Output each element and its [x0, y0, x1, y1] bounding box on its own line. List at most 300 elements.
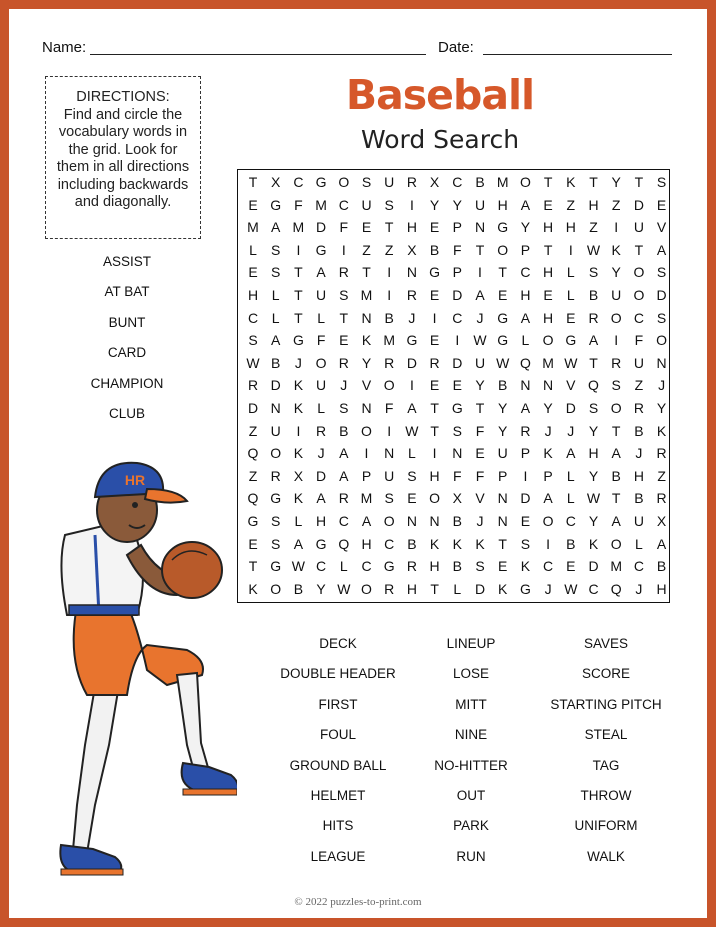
grid-cell[interactable]: W [586, 490, 601, 507]
grid-cell[interactable]: B [566, 535, 576, 552]
grid-cell[interactable]: Q [247, 445, 259, 462]
grid-cell[interactable]: A [316, 490, 326, 507]
grid-cell[interactable]: S [520, 535, 531, 552]
grid-cell[interactable]: G [315, 241, 327, 258]
grid-cell[interactable]: O [338, 174, 350, 190]
grid-cell[interactable]: J [476, 513, 484, 529]
grid-cell[interactable]: M [383, 332, 396, 349]
grid-cell[interactable]: K [293, 400, 304, 416]
grid-cell[interactable]: U [384, 467, 395, 484]
grid-cell[interactable]: T [634, 174, 644, 190]
grid-cell[interactable]: J [658, 377, 666, 394]
grid-cell[interactable]: L [271, 287, 280, 303]
grid-cell[interactable]: T [430, 580, 439, 597]
grid-cell[interactable]: G [315, 535, 327, 552]
grid-cell[interactable]: B [498, 377, 508, 394]
grid-cell[interactable]: C [452, 309, 463, 326]
grid-cell[interactable]: J [340, 377, 348, 394]
grid-cell[interactable]: A [520, 400, 531, 416]
grid-cell[interactable]: N [361, 309, 372, 326]
grid-cell[interactable]: N [543, 377, 554, 394]
grid-cell[interactable]: K [566, 174, 576, 190]
grid-cell[interactable]: A [316, 264, 326, 281]
grid-cell[interactable]: U [384, 174, 395, 190]
grid-cell[interactable]: S [248, 332, 258, 349]
grid-cell[interactable]: K [656, 422, 667, 439]
grid-cell[interactable]: Z [634, 377, 644, 394]
grid-cell[interactable]: C [588, 580, 599, 597]
grid-cell[interactable]: A [407, 400, 417, 416]
grid-cell[interactable]: T [248, 174, 258, 190]
grid-cell[interactable]: K [248, 580, 258, 597]
grid-cell[interactable]: K [475, 535, 485, 552]
grid-cell[interactable]: M [542, 354, 554, 371]
grid-cell[interactable]: I [432, 445, 437, 462]
grid-cell[interactable]: K [429, 535, 440, 552]
grid-cell[interactable]: F [316, 332, 326, 349]
grid-cell[interactable]: S [271, 535, 281, 552]
grid-cell[interactable]: Z [589, 219, 598, 236]
grid-cell[interactable]: Q [610, 580, 622, 597]
grid-cell[interactable]: O [383, 513, 395, 529]
grid-cell[interactable]: G [497, 332, 509, 349]
grid-cell[interactable]: M [496, 174, 509, 190]
grid-cell[interactable]: P [543, 467, 553, 484]
grid-cell[interactable]: R [406, 558, 417, 575]
grid-cell[interactable]: A [566, 445, 576, 462]
grid-cell[interactable]: N [497, 490, 508, 507]
grid-cell[interactable]: G [270, 196, 282, 213]
grid-cell[interactable]: S [384, 490, 394, 507]
grid-cell[interactable]: J [544, 580, 552, 597]
grid-cell[interactable]: W [564, 580, 578, 597]
grid-cell[interactable]: R [406, 174, 417, 190]
grid-cell[interactable]: D [520, 490, 531, 507]
grid-cell[interactable]: O [361, 580, 372, 597]
grid-cell[interactable]: M [315, 196, 327, 213]
grid-cell[interactable]: O [383, 377, 395, 394]
grid-cell[interactable]: R [588, 309, 599, 326]
grid-cell[interactable]: B [588, 287, 599, 303]
grid-cell[interactable]: O [633, 287, 645, 303]
grid-cell[interactable]: A [611, 445, 621, 462]
grid-cell[interactable]: G [451, 400, 463, 416]
grid-cell[interactable]: A [293, 535, 304, 552]
grid-cell[interactable]: T [543, 241, 553, 258]
grid-cell[interactable]: C [520, 264, 531, 281]
grid-cell[interactable]: T [294, 264, 303, 281]
grid-cell[interactable]: H [565, 219, 576, 236]
grid-cell[interactable]: D [452, 287, 463, 303]
grid-cell[interactable]: A [339, 467, 349, 484]
grid-cell[interactable]: D [588, 558, 599, 575]
grid-cell[interactable]: K [361, 332, 372, 349]
grid-cell[interactable]: O [633, 264, 645, 281]
grid-cell[interactable]: Z [566, 196, 576, 213]
grid-cell[interactable]: F [384, 400, 394, 416]
grid-cell[interactable]: E [361, 219, 372, 236]
grid-cell[interactable]: A [271, 219, 281, 236]
grid-cell[interactable]: K [293, 490, 304, 507]
grid-cell[interactable]: Q [338, 535, 350, 552]
grid-cell[interactable]: G [497, 309, 509, 326]
grid-cell[interactable]: O [497, 241, 509, 258]
grid-cell[interactable]: E [566, 558, 576, 575]
grid-cell[interactable]: H [656, 580, 667, 597]
grid-cell[interactable]: S [339, 287, 349, 303]
grid-cell[interactable]: T [543, 174, 553, 190]
grid-cell[interactable]: T [248, 558, 258, 575]
grid-cell[interactable]: I [523, 467, 528, 484]
grid-cell[interactable]: F [475, 467, 485, 484]
grid-cell[interactable]: U [316, 377, 327, 394]
grid-cell[interactable]: I [568, 241, 573, 258]
grid-cell[interactable]: J [408, 309, 416, 326]
grid-cell[interactable]: L [453, 580, 462, 597]
grid-cell[interactable]: T [430, 422, 439, 439]
grid-cell[interactable]: L [339, 558, 348, 575]
grid-cell[interactable]: T [498, 535, 507, 552]
grid-cell[interactable]: L [521, 332, 530, 349]
grid-cell[interactable]: C [361, 558, 372, 575]
grid-cell[interactable]: L [566, 264, 575, 281]
grid-cell[interactable]: B [634, 490, 644, 507]
grid-cell[interactable]: Q [588, 377, 599, 394]
grid-cell[interactable]: Y [588, 513, 599, 529]
grid-cell[interactable]: C [543, 558, 554, 575]
grid-cell[interactable]: O [610, 400, 622, 416]
grid-cell[interactable]: B [293, 580, 304, 597]
grid-cell[interactable]: Q [519, 354, 531, 371]
grid-cell[interactable]: A [271, 332, 281, 349]
grid-cell[interactable]: R [520, 422, 531, 439]
grid-cell[interactable]: R [384, 580, 395, 597]
grid-cell[interactable]: A [543, 490, 553, 507]
grid-cell[interactable]: H [588, 445, 599, 462]
grid-cell[interactable]: T [430, 400, 439, 416]
grid-cell[interactable]: W [473, 332, 487, 349]
grid-cell[interactable]: I [614, 219, 619, 236]
grid-cell[interactable]: U [497, 445, 508, 462]
grid-cell[interactable]: H [429, 558, 440, 575]
grid-cell[interactable]: Y [588, 467, 599, 484]
grid-cell[interactable]: Z [611, 196, 621, 213]
grid-cell[interactable]: U [633, 354, 644, 371]
grid-cell[interactable]: S [339, 400, 349, 416]
grid-cell[interactable]: P [520, 445, 531, 462]
grid-cell[interactable]: D [565, 400, 576, 416]
grid-cell[interactable]: G [315, 174, 327, 190]
grid-cell[interactable]: A [475, 287, 485, 303]
grid-cell[interactable]: T [498, 264, 507, 281]
grid-cell[interactable]: H [316, 513, 327, 529]
grid-cell[interactable]: M [360, 490, 373, 507]
grid-cell[interactable]: E [248, 196, 258, 213]
grid-cell[interactable]: K [588, 535, 599, 552]
grid-cell[interactable]: F [294, 196, 303, 213]
grid-cell[interactable]: K [543, 445, 553, 462]
grid-cell[interactable]: K [611, 241, 621, 258]
grid-cell[interactable]: Y [543, 400, 553, 416]
grid-cell[interactable]: D [316, 467, 327, 484]
grid-cell[interactable]: X [407, 241, 417, 258]
grid-cell[interactable]: T [589, 174, 598, 190]
grid-cell[interactable]: Y [498, 400, 508, 416]
grid-cell[interactable]: H [406, 219, 417, 236]
grid-cell[interactable]: O [361, 422, 372, 439]
grid-cell[interactable]: V [361, 377, 372, 394]
grid-cell[interactable]: Y [611, 264, 621, 281]
grid-cell[interactable]: U [611, 287, 622, 303]
grid-cell[interactable]: B [339, 422, 349, 439]
grid-cell[interactable]: S [271, 264, 281, 281]
grid-cell[interactable]: C [633, 309, 644, 326]
grid-cell[interactable]: M [610, 558, 623, 575]
grid-cell[interactable]: A [361, 513, 372, 529]
grid-cell[interactable]: F [339, 219, 349, 236]
grid-cell[interactable]: Y [429, 196, 440, 213]
grid-cell[interactable]: E [248, 535, 258, 552]
grid-cell[interactable]: N [406, 264, 417, 281]
grid-cell[interactable]: N [406, 513, 417, 529]
grid-cell[interactable]: M [360, 287, 373, 303]
grid-cell[interactable]: E [407, 490, 417, 507]
grid-cell[interactable]: C [338, 196, 349, 213]
grid-cell[interactable]: T [294, 309, 303, 326]
grid-cell[interactable]: S [452, 422, 462, 439]
grid-cell[interactable]: Z [248, 422, 258, 439]
grid-cell[interactable]: I [341, 241, 346, 258]
grid-cell[interactable]: W [291, 558, 305, 575]
grid-cell[interactable]: R [338, 354, 349, 371]
grid-cell[interactable]: N [429, 513, 440, 529]
grid-cell[interactable]: V [656, 219, 667, 236]
grid-cell[interactable]: D [406, 354, 417, 371]
grid-cell[interactable]: L [566, 490, 575, 507]
grid-cell[interactable]: A [656, 535, 667, 552]
grid-cell[interactable]: O [429, 490, 441, 507]
grid-cell[interactable]: P [520, 241, 531, 258]
grid-cell[interactable]: I [387, 287, 392, 303]
grid-cell[interactable]: W [405, 422, 419, 439]
grid-cell[interactable]: C [452, 174, 463, 190]
grid-cell[interactable]: T [589, 354, 598, 371]
grid-cell[interactable]: I [409, 196, 414, 213]
grid-cell[interactable]: U [474, 354, 486, 371]
grid-cell[interactable]: G [383, 558, 395, 575]
grid-cell[interactable]: R [316, 422, 327, 439]
grid-cell[interactable]: L [317, 309, 325, 326]
grid-cell[interactable]: G [270, 558, 282, 575]
grid-cell[interactable]: Y [611, 174, 621, 190]
grid-cell[interactable]: H [633, 467, 644, 484]
grid-cell[interactable]: U [270, 422, 281, 439]
grid-cell[interactable]: R [611, 354, 622, 371]
grid-cell[interactable]: I [296, 241, 301, 258]
grid-cell[interactable]: W [337, 580, 351, 597]
grid-cell[interactable]: T [611, 490, 621, 507]
grid-cell[interactable]: N [497, 513, 508, 529]
grid-cell[interactable]: A [339, 445, 349, 462]
grid-cell[interactable]: B [452, 513, 462, 529]
grid-cell[interactable]: L [566, 287, 575, 303]
grid-cell[interactable]: G [270, 490, 282, 507]
grid-cell[interactable]: B [429, 241, 440, 258]
grid-cell[interactable]: H [406, 580, 417, 597]
grid-cell[interactable]: S [384, 196, 394, 213]
grid-cell[interactable]: O [542, 332, 554, 349]
grid-cell[interactable]: E [498, 558, 508, 575]
grid-cell[interactable]: J [476, 309, 484, 326]
grid-cell[interactable]: P [498, 467, 508, 484]
grid-cell[interactable]: L [317, 400, 325, 416]
grid-cell[interactable]: J [567, 422, 575, 439]
grid-cell[interactable]: K [293, 377, 304, 394]
grid-cell[interactable]: D [656, 287, 667, 303]
grid-cell[interactable]: L [407, 445, 416, 462]
grid-cell[interactable]: Y [361, 354, 372, 371]
grid-cell[interactable]: X [293, 467, 304, 484]
grid-cell[interactable]: B [384, 309, 394, 326]
grid-cell[interactable]: E [520, 513, 531, 529]
grid-cell[interactable]: O [519, 174, 531, 190]
grid-cell[interactable]: C [565, 513, 576, 529]
grid-cell[interactable]: R [633, 400, 644, 416]
grid-cell[interactable]: H [588, 196, 599, 213]
grid-cell[interactable]: F [453, 467, 462, 484]
grid-cell[interactable]: H [429, 467, 440, 484]
grid-cell[interactable]: T [362, 264, 371, 281]
grid-cell[interactable]: Z [384, 241, 394, 258]
grid-cell[interactable]: G [247, 513, 259, 529]
grid-cell[interactable]: O [542, 513, 554, 529]
grid-cell[interactable]: N [384, 445, 395, 462]
grid-cell[interactable]: B [475, 174, 485, 190]
grid-cell[interactable]: U [633, 513, 644, 529]
grid-cell[interactable]: E [452, 377, 462, 394]
grid-cell[interactable]: E [543, 287, 553, 303]
grid-cell[interactable]: V [566, 377, 576, 394]
grid-cell[interactable]: H [543, 219, 554, 236]
grid-cell[interactable]: J [294, 354, 302, 371]
grid-cell[interactable]: X [271, 174, 281, 190]
grid-cell[interactable]: B [611, 467, 621, 484]
grid-cell[interactable]: W [246, 354, 260, 371]
grid-cell[interactable]: C [633, 558, 644, 575]
grid-cell[interactable]: W [496, 354, 510, 371]
grid-cell[interactable]: T [634, 241, 644, 258]
grid-cell[interactable]: E [566, 309, 576, 326]
grid-cell[interactable]: G [406, 332, 418, 349]
grid-cell[interactable]: M [247, 219, 259, 236]
grid-cell[interactable]: O [270, 445, 282, 462]
grid-cell[interactable]: B [452, 558, 462, 575]
grid-cell[interactable]: T [294, 287, 303, 303]
grid-cell[interactable]: Y [520, 219, 531, 236]
grid-cell[interactable]: B [656, 558, 667, 575]
grid-cell[interactable]: Y [498, 422, 508, 439]
grid-cell[interactable]: H [497, 196, 508, 213]
grid-cell[interactable]: C [293, 174, 304, 190]
grid-cell[interactable]: P [452, 264, 462, 281]
grid-cell[interactable]: S [656, 174, 667, 190]
grid-cell[interactable]: L [294, 513, 303, 529]
grid-cell[interactable]: E [498, 287, 508, 303]
grid-cell[interactable]: L [566, 467, 575, 484]
grid-cell[interactable]: S [361, 174, 372, 190]
grid-cell[interactable]: J [635, 580, 643, 597]
grid-cell[interactable]: I [296, 422, 301, 439]
grid-cell[interactable]: R [338, 264, 349, 281]
grid-cell[interactable]: S [611, 377, 621, 394]
grid-cell[interactable]: C [316, 558, 327, 575]
grid-cell[interactable]: R [247, 377, 259, 394]
grid-cell[interactable]: H [543, 309, 554, 326]
grid-cell[interactable]: Z [362, 241, 371, 258]
grid-cell[interactable]: P [452, 219, 462, 236]
grid-cell[interactable]: N [270, 400, 281, 416]
grid-cell[interactable]: E [543, 196, 553, 213]
grid-cell[interactable]: I [432, 309, 437, 326]
grid-cell[interactable]: V [475, 490, 485, 507]
grid-cell[interactable]: A [588, 332, 599, 349]
grid-cell[interactable]: I [546, 535, 551, 552]
grid-cell[interactable]: R [429, 354, 440, 371]
grid-cell[interactable]: Y [316, 580, 326, 597]
grid-cell[interactable]: L [249, 241, 257, 258]
grid-cell[interactable]: B [407, 535, 417, 552]
grid-cell[interactable]: O [610, 309, 622, 326]
grid-cell[interactable]: X [429, 174, 440, 190]
grid-cell[interactable]: F [453, 241, 462, 258]
grid-cell[interactable]: E [429, 377, 440, 394]
grid-cell[interactable]: G [497, 219, 509, 236]
grid-cell[interactable]: R [406, 287, 417, 303]
grid-cell[interactable]: E [339, 332, 349, 349]
grid-cell[interactable]: R [656, 445, 667, 462]
grid-cell[interactable]: C [247, 309, 259, 326]
grid-cell[interactable]: Y [588, 422, 599, 439]
grid-cell[interactable]: Y [452, 196, 462, 213]
grid-cell[interactable]: G [519, 580, 531, 597]
grid-cell[interactable]: R [338, 490, 349, 507]
grid-cell[interactable]: E [248, 264, 258, 281]
grid-cell[interactable]: E [656, 196, 667, 213]
grid-cell[interactable]: T [339, 309, 349, 326]
grid-cell[interactable]: H [543, 264, 554, 281]
grid-cell[interactable]: C [384, 535, 395, 552]
grid-cell[interactable]: K [293, 445, 304, 462]
grid-cell[interactable]: I [478, 264, 482, 281]
grid-cell[interactable]: Z [248, 467, 258, 484]
grid-cell[interactable]: N [474, 219, 486, 236]
grid-cell[interactable]: H [361, 535, 372, 552]
grid-cell[interactable]: J [317, 445, 325, 462]
grid-cell[interactable]: S [656, 264, 667, 281]
grid-cell[interactable]: O [270, 580, 282, 597]
grid-cell[interactable]: A [656, 241, 667, 258]
grid-cell[interactable]: Y [475, 377, 485, 394]
grid-cell[interactable]: K [498, 580, 508, 597]
grid-cell[interactable]: N [361, 400, 372, 416]
grid-cell[interactable]: U [361, 196, 372, 213]
grid-cell[interactable]: G [292, 332, 304, 349]
grid-cell[interactable]: S [271, 241, 281, 258]
grid-cell[interactable]: N [656, 354, 667, 371]
grid-cell[interactable]: A [520, 309, 531, 326]
grid-cell[interactable]: I [364, 445, 369, 462]
grid-cell[interactable]: A [611, 513, 621, 529]
